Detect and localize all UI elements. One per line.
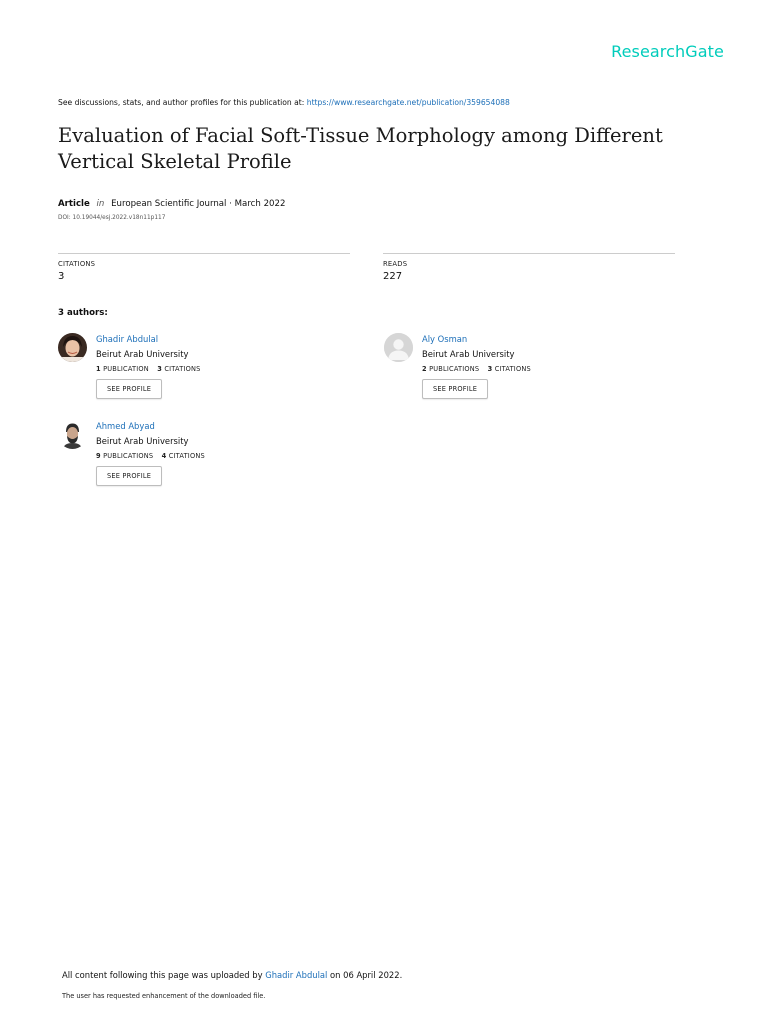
reads-stat <box>383 253 675 282</box>
enhancement-note: The user has requested enhancement of the downloaded file. <box>62 992 266 1000</box>
author-citations-count: 3 <box>487 365 493 373</box>
author-stats <box>96 365 200 373</box>
author-institution: Beirut Arab University <box>96 349 189 359</box>
see-profile-button[interactable]: SEE PROFILE <box>422 379 488 399</box>
see-profile-button[interactable]: SEE PROFILE <box>96 379 162 399</box>
publications-count: 9 <box>96 452 101 460</box>
journal-date: European Scientific Journal · March 2022 <box>111 199 286 209</box>
citations-value: 3 <box>58 271 65 282</box>
discussion-line <box>58 98 510 107</box>
author-institution: Beirut Arab University <box>422 349 515 359</box>
upload-date: on 06 April 2022. <box>330 970 403 980</box>
author-citations-label: CITATIONS <box>164 365 201 373</box>
publications-label: PUBLICATIONS <box>429 365 480 373</box>
author-name-link[interactable]: Ahmed Abyad <box>96 421 155 431</box>
citations-stat <box>58 253 350 282</box>
author-card <box>384 333 664 409</box>
author-stats <box>96 452 205 460</box>
profile-photo-man-icon[interactable] <box>58 420 87 449</box>
author-name-link[interactable]: Aly Osman <box>422 334 468 344</box>
publication-doi: DOI: 10.19044/esj.2022.v18n11p117 <box>58 215 166 221</box>
author-citations-count: 4 <box>161 452 167 460</box>
author-institution: Beirut Arab University <box>96 436 189 446</box>
publication-title: Evaluation of Facial Soft-Tissue Morphology among Different Vertical Skeletal Profile <box>58 124 663 173</box>
author-card <box>58 420 338 496</box>
publication-url-link[interactable]: https://www.researchgate.net/publication/359654088 <box>306 98 510 107</box>
researchgate-logo[interactable]: ResearchGate <box>611 42 724 61</box>
publications-count: 1 <box>96 365 101 373</box>
publications-label: PUBLICATION <box>103 365 149 373</box>
author-citations-label: CITATIONS <box>494 365 531 373</box>
reads-label: READS <box>383 260 408 268</box>
publication-meta <box>58 199 285 209</box>
author-stats <box>422 365 531 373</box>
reads-value: 227 <box>383 271 403 282</box>
publications-count: 2 <box>422 365 427 373</box>
author-citations-label: CITATIONS <box>168 452 205 460</box>
discussion-prefix: See discussions, stats, and author profiles for this publication at: <box>58 98 305 107</box>
in-word: in <box>96 199 105 209</box>
uploader-link[interactable]: Ghadir Abdulal <box>265 970 328 980</box>
author-citations-count: 3 <box>157 365 163 373</box>
author-card <box>58 333 338 409</box>
authors-heading: 3 authors: <box>58 308 108 318</box>
upload-prefix: All content following this page was uploaded by <box>62 970 263 980</box>
default-user-icon[interactable] <box>384 333 413 362</box>
publications-label: PUBLICATIONS <box>103 452 154 460</box>
profile-photo-woman-icon[interactable] <box>58 333 87 362</box>
author-name-link[interactable]: Ghadir Abdulal <box>96 334 159 344</box>
upload-note <box>62 970 402 980</box>
publication-type: Article <box>58 199 90 209</box>
see-profile-button[interactable]: SEE PROFILE <box>96 466 162 486</box>
citations-label: CITATIONS <box>58 260 96 268</box>
